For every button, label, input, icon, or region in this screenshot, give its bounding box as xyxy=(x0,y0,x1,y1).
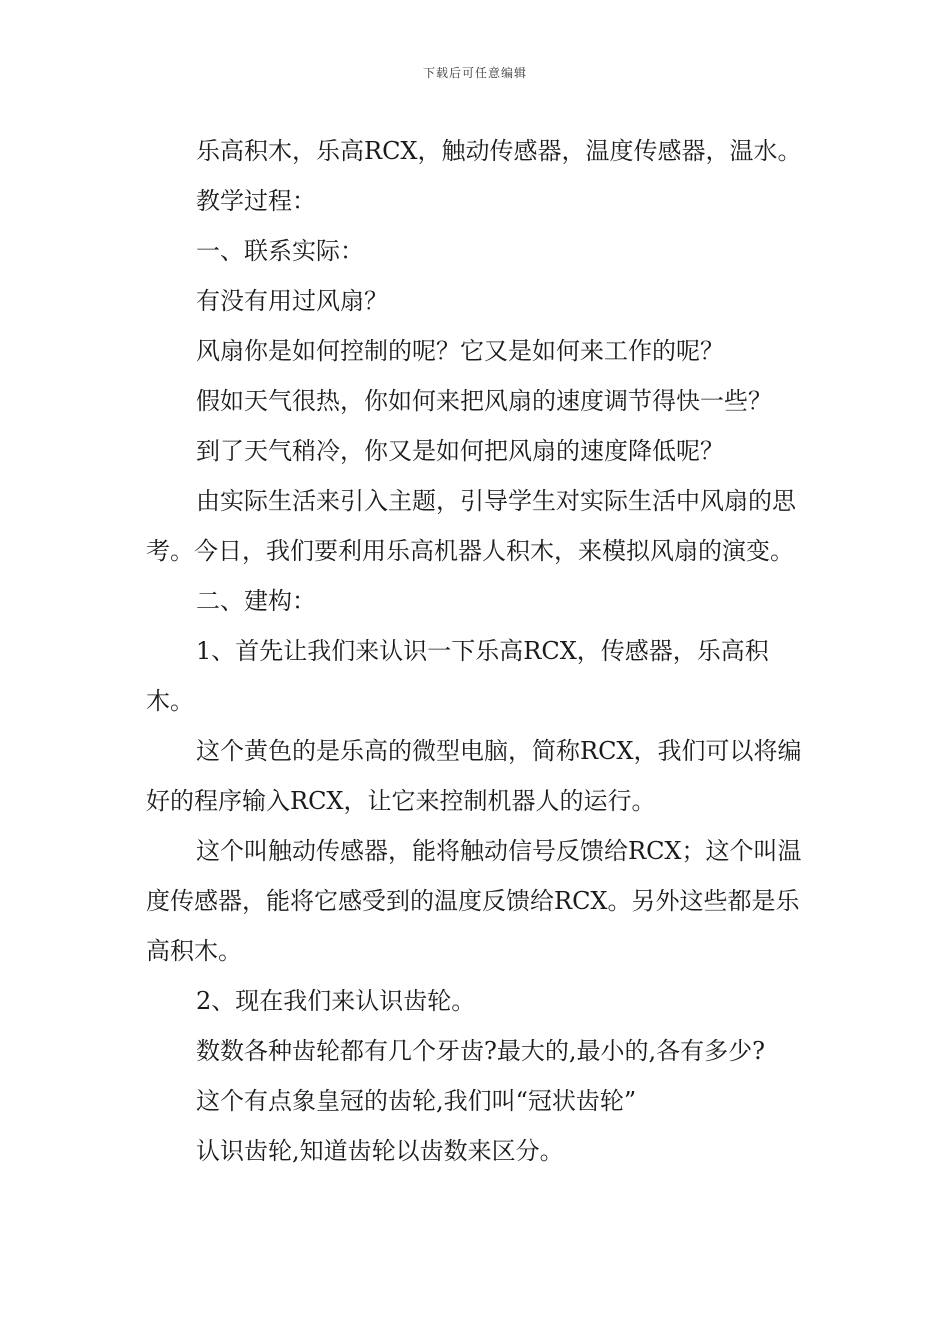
paragraph: 由实际生活来引入主题，引导学生对实际生活中风扇的思考。今日，我们要利用乐高机器人积木，来模拟风扇的演变。 xyxy=(146,487,796,565)
paragraph: 认识齿轮,知道齿轮以齿数来区分。 xyxy=(196,1137,564,1165)
paragraph: 有没有用过风扇？ xyxy=(196,287,388,315)
paragraph: 一、联系实际： xyxy=(196,237,364,265)
paragraph: 乐高积木，乐高RCX，触动传感器，温度传感器，温水。 xyxy=(196,137,802,165)
paragraph: 假如天气很热，你如何来把风扇的速度调节得快一些？ xyxy=(196,387,772,415)
paragraph: 这个有点象皇冠的齿轮,我们叫“冠状齿轮” xyxy=(196,1087,637,1115)
header-note: 下载后可任意编辑 xyxy=(422,66,527,80)
paragraph: 数数各种齿轮都有几个牙齿?最大的,最小的,各有多少? xyxy=(196,1037,765,1065)
paragraph: 这个叫触动传感器，能将触动信号反馈给RCX；这个叫温度传感器，能将它感受到的温度反馈给RCX。另外这些都是乐高积木。 xyxy=(146,837,802,965)
paragraph: 风扇你是如何控制的呢？它又是如何来工作的呢？ xyxy=(196,337,724,365)
paragraph: 这个黄色的是乐高的微型电脑，简称RCX，我们可以将编好的程序输入RCX，让它来控制机器人的运行。 xyxy=(146,737,802,815)
paragraph: 教学过程： xyxy=(196,187,316,215)
paragraph: 1、首先让我们来认识一下乐高RCX，传感器，乐高积木。 xyxy=(146,637,769,715)
document-body xyxy=(146,126,810,1176)
paragraph: 2、现在我们来认识齿轮。 xyxy=(196,987,476,1015)
paragraph: 到了天气稍冷，你又是如何把风扇的速度降低呢？ xyxy=(196,437,724,465)
paragraph: 二、建构： xyxy=(196,587,316,615)
